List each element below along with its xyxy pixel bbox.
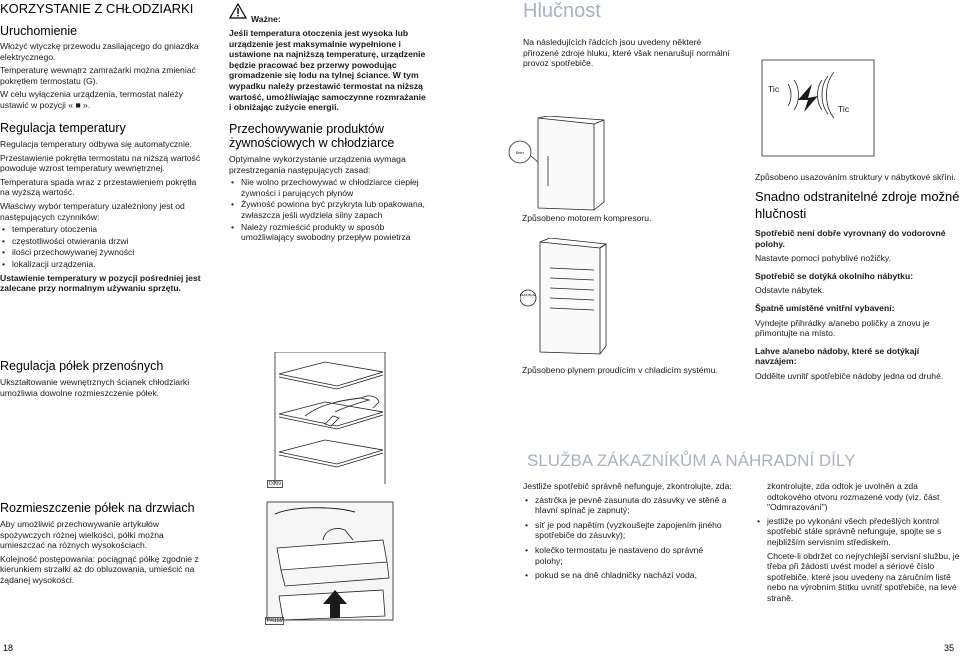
switch-on-heading: Uruchomienie [0,24,78,38]
store-intro: Optymalne wykorzystanie urządzenia wymaga przestrzegania następujących zasad: [229,154,406,175]
door-shelves-text [0,519,205,589]
temp-heading: Regulacja temperatury [0,121,126,135]
temp-p3: Temperatura spada wraz z przestawieniem pokrętła na wyższą wartość. [0,176,197,198]
list-item: • ilości przechowywanej żywności [0,247,205,258]
service-continued: zkontrolujte, zda odtok je uvolněn a zda odtokového otvoru rozmazené vody (viz. část "Odmrazování") [767,481,940,513]
temp-p1: Regulacja temperatury odbywa się automatycznie. [0,139,193,149]
removable-noise-heading: Snadno odstranitelné zdroje možné hlučnosti [755,189,960,221]
switch-on-p2: Temperaturę wewnątrz zamrażarki można zmieniać pokrętłem termostatu (G). [0,65,196,86]
store-heading: Przechowywanie produktów żywnościowych w chłodziarce [229,122,395,150]
temp-p2: Przestawienie pokrętła termostatu na niższą wartość powoduje wzrost temperatury wewnętrznej. [0,152,201,174]
shelves-text: Ukształtowanie wewnętrznych ścianek chłodziarki umożliwia dowolne rozmieszczenie półek. [0,377,190,398]
noise-intro: Na následujících řádcích jsou uvedeny některé přirozené zdroje hluku, které však nenarušují normální provoz spotřebiče. [523,37,730,69]
list-item: • lokalizacji urządzenia. [0,259,205,270]
page-number-left: 18 [3,643,14,653]
warning-title: Ważne: [251,14,281,24]
door-shelves-heading: Rozmieszczenie półek na drzwiach [0,501,195,515]
service-p2: Chcete-li obdržet co nejrychlejší servisní službu, je třeba při žádosti uvést model a sériové číslo spotřebiče, které jsou uvedeny na záručním listě nebo na výrobním štítku uvnitř spotřebiče, na levé straně. [767,550,960,603]
list-item: • pokud se na dně chladničky nachází voda, [523,570,733,581]
list-item: • Należy rozmieścić produkty w sposób umożliwiający swobodny przepływ powietrza [229,222,429,243]
noise-fix: Odstavte nábytek. [755,285,825,296]
switch-on-text [0,41,205,114]
cabinet-tic-illustration [758,56,878,160]
noise-fix: Vyndejte přihrádky a/anebo poličky a znovu je přimontujte na místo. [755,317,930,339]
list-item: • jestliže po vykonání všech předešlých kontrol spotřebič stále správně nefunguje, spojte se s nejbližším servisním střediskem. [755,516,960,548]
service-col-1 [523,481,733,584]
list-item: • temperatury otoczenia [0,224,205,235]
shelves-heading: Regulacja półek przenośnych [0,359,164,373]
list-item: • síť je pod napětím (vyzkoušejte zapojením jiného spotřebiče do zásuvky); [523,520,733,541]
furniture-label: Způsobeno usazováním struktury v nábytkové skříni. [755,172,956,182]
list-item: • Nie wolno przechowywać w chłodziarce ciepłej żywności i parujących płynów [229,177,429,198]
brrr-label: Brrrr [516,150,524,155]
list-item: • częstotliwości otwierania drzwi [0,236,205,247]
store-list [229,177,429,243]
temp-note: Ustawienie temperatury w pozycji pośredniej jest zalecane przy normalnym używaniu sprzętu. [0,272,201,294]
section-title: KORZYSTANIE Z CHŁODZIARKI [0,1,194,16]
service-check-list [523,495,733,581]
warning-icon [229,3,247,19]
tic-label-1: Tic [768,84,780,94]
noise-cause: Spotřebič se dotýká okolního nábytku: [755,270,914,281]
service-check-list-2 [755,516,960,548]
figure-code-2: PR155 [267,618,283,624]
figure-code-1: D099 [269,481,281,487]
temp-p4: Właściwy wybór temperatury uzależniony jest od następujących czynników: [0,200,185,222]
fridge-refrigerant-illustration [520,238,608,358]
noise-cause: Lahve a/anebo nádoby, které se dotýkají navzájem: [755,345,920,367]
page-number-right: 35 [944,643,955,653]
noise-cause: Špatně umístěné vnitřní vybavení: [755,302,895,313]
service-heading: SLUŽBA ZÁKAZNÍKŮM A NÁHRADNÍ DÍLY [527,451,856,470]
noise-fix-list [755,228,960,385]
blubb-label: Blubb Blubb [520,293,537,297]
door-shelf-illustration [263,500,398,625]
door-p1: Aby umożliwić przechowywanie artykułów spożywczych różnej wielkości, półki można umieszczać na różnych wysokościach. [0,519,164,551]
noise-fix: Nastavte pomocí pohyblivé nožičky. [755,253,891,264]
noise-fix: Oddělte uvnitř spotřebiče nádoby jedna od druhé. [755,370,944,381]
refrigerant-label: Způsobeno plynem proudícím v chladicím systému. [522,365,718,375]
tic-label-2: Tic [838,104,850,114]
switch-on-p1: Włożyć wtyczkę przewodu zasilającego do gniazdka elektrycznego. [0,41,199,62]
fridge-compressor-illustration [508,116,608,212]
service-intro: Jestliže spotřebič správně nefunguje, zkontrolujte, zda: [523,481,732,491]
door-p2: Kolejność postępowania: pociągnąć półkę zgodnie z kierunkiem strzałki aż do obluzowania, umieścić na żądanej wysokości. [0,553,199,585]
temp-factor-list [0,224,205,269]
noise-title: Hlučnost [523,0,601,22]
list-item: • zástrčka je pevně zasunuta do zásuvky ve stěně a hlavní spínač je zapnutý; [523,495,733,516]
temp-text [0,139,205,297]
service-col-2 [755,481,960,607]
warning-text: Jeśli temperatura otoczenia jest wysoka lub urządzenie jest maksymalnie wypełnione i ustawione na najniższą temperaturę, urządzenie będzie pracować bez przerwy powodując gromadzenie się lodu na tylnej ściance. W tym wypadku należy przestawić termostat na niższą wartość, umożliwiając samoczynne rozmrażanie i obniżając zużycie energii. [229,28,426,113]
store-text [229,154,429,246]
compressor-label: Způsobeno motorem kompresoru. [522,213,652,223]
noise-cause: Spotřebič není dobře vyrovnaný do vodorovné polohy. [755,228,946,249]
list-item: • Żywność powinna być przykryta lub opakowana, zwłaszcza jeśli wydziela silny zapach [229,199,429,220]
shelf-illustration [265,352,405,490]
list-item: • kolečko termostatu je nastaveno do správné polohy; [523,545,733,566]
switch-on-p3: W celu wyłączenia urządzenia, termostat należy ustawić w pozycji « ■ ». [0,89,183,110]
